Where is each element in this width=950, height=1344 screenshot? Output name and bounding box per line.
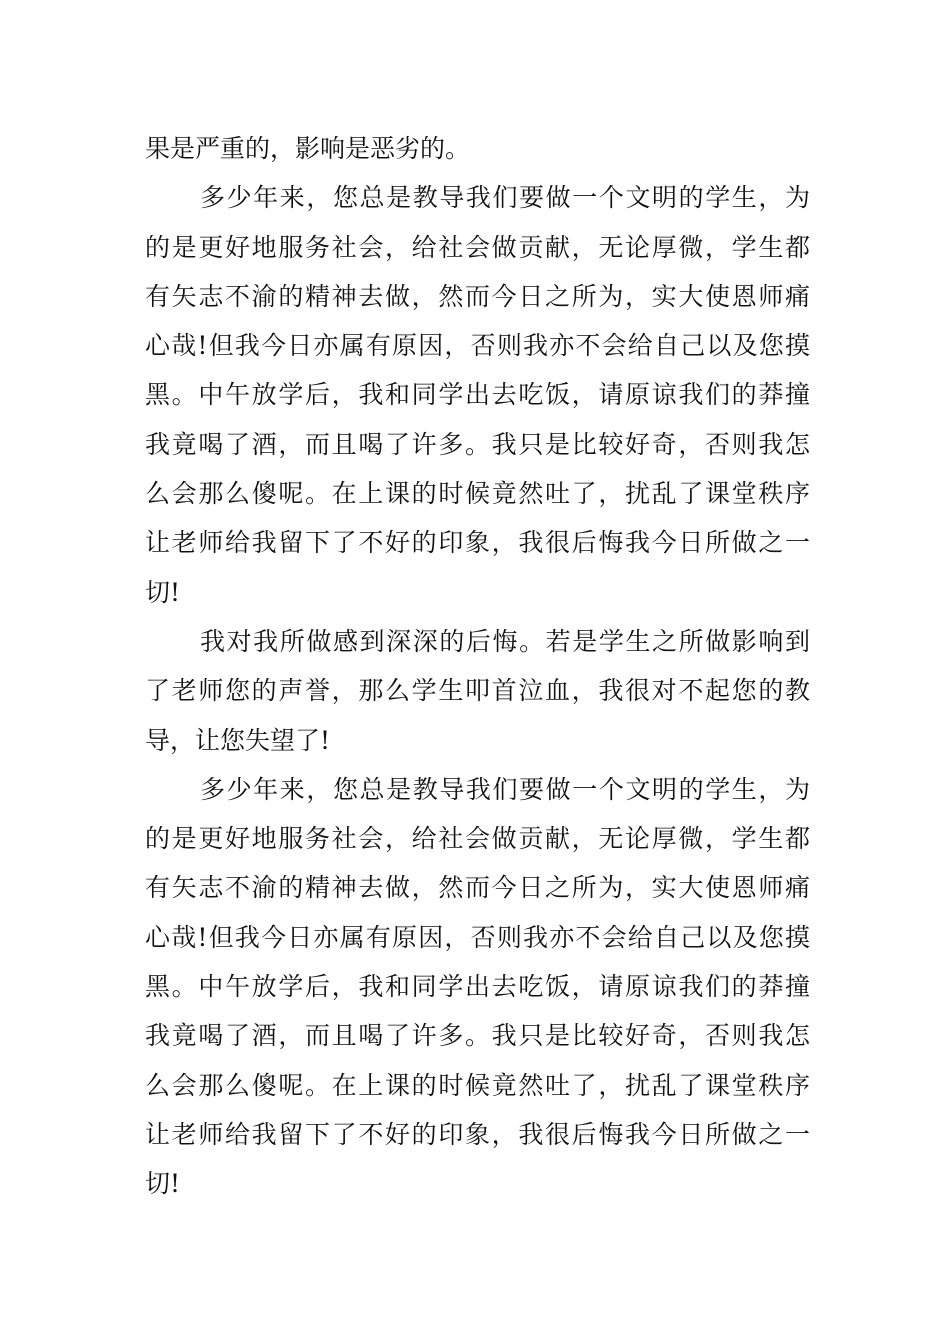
- text-line: 切!: [145, 577, 181, 607]
- text-line: 果是严重的，影响是恶劣的。: [145, 134, 471, 163]
- text-line: 有矢志不渝的精神去做，然而今日之所为，实大使恩师痛: [145, 281, 810, 311]
- text-line: 多少年来，您总是教导我们要做一个文明的学生，为: [200, 774, 810, 804]
- text-line: 么会那么傻呢。在上课的时候竟然吐了，扰乱了课堂秩序: [145, 479, 810, 509]
- text-line: 的是更好地服务社会，给社会做贡献，无论厚微，学生都: [145, 824, 810, 854]
- text-line: 了老师您的声誉，那么学生叩首泣血，我很对不起您的教: [145, 676, 810, 706]
- paragraph: [145, 173, 810, 617]
- paragraph: [145, 765, 810, 1209]
- text-line: 有矢志不渝的精神去做，然而今日之所为，实大使恩师痛: [145, 873, 810, 903]
- text-line: 心哉!但我今日亦属有原因，否则我亦不会给自己以及您摸: [145, 922, 810, 952]
- text-line: 我对我所做感到深深的后悔。若是学生之所做影响到: [200, 626, 810, 656]
- text-line: 切!: [145, 1169, 181, 1199]
- text-line: 让老师给我留下了不好的印象，我很后悔我今日所做之一: [145, 1119, 810, 1149]
- text-line: 我竟喝了酒，而且喝了许多。我只是比较好奇，否则我怎: [145, 1021, 810, 1051]
- text-line: 么会那么傻呢。在上课的时候竟然吐了，扰乱了课堂秩序: [145, 1070, 810, 1100]
- paragraph-continuation: [145, 124, 810, 173]
- document-body: [145, 124, 810, 1209]
- text-line: 的是更好地服务社会，给社会做贡献，无论厚微，学生都: [145, 232, 810, 262]
- paragraph: [145, 617, 810, 765]
- text-line: 黑。中午放学后，我和同学出去吃饭，请原谅我们的莽撞: [145, 972, 810, 1002]
- text-line: 让老师给我留下了不好的印象，我很后悔我今日所做之一: [145, 528, 810, 558]
- text-line: 黑。中午放学后，我和同学出去吃饭，请原谅我们的莽撞: [145, 380, 810, 410]
- text-line: 心哉!但我今日亦属有原因，否则我亦不会给自己以及您摸: [145, 331, 810, 361]
- text-line: 多少年来，您总是教导我们要做一个文明的学生，为: [200, 183, 810, 213]
- text-line: 我竟喝了酒，而且喝了许多。我只是比较好奇，否则我怎: [145, 429, 810, 459]
- text-line: 导，让您失望了!: [145, 725, 331, 755]
